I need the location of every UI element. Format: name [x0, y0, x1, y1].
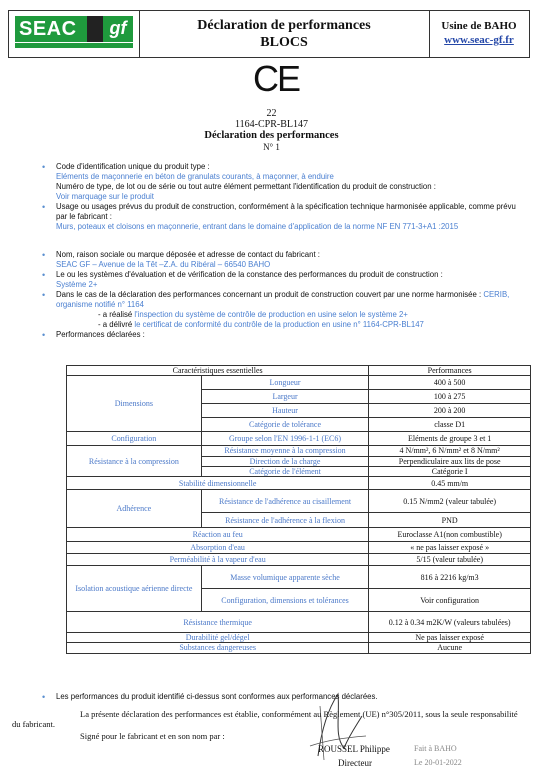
- table-row: Perméabilité à la vapeur d'eau 5/15 (valeur tabulée): [67, 554, 531, 566]
- plant-name: Usine de BAHO: [441, 20, 517, 32]
- table-row: Substances dangereuses Aucune: [67, 643, 531, 653]
- table-row: Résistance thermique 0.12 à 0.34 m2K/W (valeurs tabulées): [67, 612, 531, 633]
- title-line-2: BLOCS: [260, 35, 308, 50]
- table-row: Largeur 100 à 275: [67, 390, 531, 404]
- company-logo: [9, 11, 140, 57]
- signed-by-label: Signé pour le fabricant et en son nom par :: [80, 731, 225, 741]
- document-header: [8, 10, 530, 58]
- table-row: Configuration Groupe selon l'EN 1996-1-1 (EC6) Eléments de groupe 3 et 1: [67, 432, 531, 446]
- plant-info: [429, 11, 529, 57]
- table-row: Dimensions Longueur 400 à 500: [67, 376, 531, 390]
- table-header: [67, 366, 531, 376]
- list-item: • Nom, raison sociale ou marque déposée et adresse de contact du fabricant : SEAC GF – Avenue de la Têt –Z.A. du Ribéral – 66540 BAHO: [56, 250, 516, 270]
- list-item: • Code d'identification unique du produit type : Eléments de maçonnerie en béton de granulats courants, à maçonner, à enduire Numéro de type, de lot ou de série ou tout autre élément permettant l'identification du produit de construction : Voir marquage sur le produit: [56, 162, 516, 202]
- signatory-role: Directeur: [338, 758, 372, 768]
- table-row: Catégorie de tolérance classe D1: [67, 418, 531, 432]
- doc-title: Déclaration des performances: [204, 130, 339, 141]
- table-row: Réaction au feu Euroclasse A1(non combustible): [67, 528, 531, 542]
- table-row: Configuration, dimensions et tolérances Voir configuration: [67, 589, 531, 612]
- performance-table: [66, 365, 531, 654]
- table-row: Hauteur 200 à 200: [67, 404, 531, 418]
- declaration-items: [56, 162, 516, 340]
- table-row: Stabilité dimensionnelle 0.45 mm/m: [67, 477, 531, 490]
- list-item: • Dans le cas de la déclaration des performances concernant un produit de construction couvert par une norme harmonisée : CERIB, organisme notifié n° 1164 - a réalisé l'inspection du système de contrôle de production en usine selon le système 2+ - a délivré le certificat de conformité du contrôle de la production en usine n° 1164-CPR-BL147: [56, 290, 516, 330]
- table-row: Catégorie de l'élément Catégorie I: [67, 466, 531, 476]
- logo-block-icon: [87, 16, 103, 42]
- group-dimensions: Dimensions: [67, 376, 202, 432]
- conformity-statement: • Les performances du produit identifié ci-dessus sont conformes aux performances déclarées.: [56, 692, 526, 701]
- list-item: • Le ou les systèmes d'évaluation et de vérification de la constance des performances du produit de construction : Système 2+: [56, 270, 516, 290]
- header-characteristics: Caractéristiques essentielles: [67, 366, 369, 376]
- ce-code: 1164-CPR-BL147: [235, 119, 308, 130]
- table-row: Résistance à la compression Résistance moyenne à la compression 4 N/mm², 6 N/mm² et 8 N/mm²: [67, 446, 531, 456]
- table-row: Adhérence Résistance de l'adhérence au cisaillement 0.15 N/mm2 (valeur tabulée): [67, 490, 531, 513]
- date: Le 20-01-2022: [414, 758, 462, 767]
- website-link[interactable]: www.seac-gf.fr: [444, 34, 514, 46]
- logo-gf: gf: [103, 16, 133, 42]
- table-row: Isolation acoustique aérienne directe Masse volumique apparente sèche 816 à 2216 kg/m3: [67, 566, 531, 589]
- logo-tagline-bar: [15, 43, 133, 48]
- table-row: Résistance de l'adhérence à la flexion PND: [67, 513, 531, 528]
- signature-stamp-icon: [300, 686, 370, 766]
- list-item: • Usage ou usages prévus du produit de construction, conformément à la spécification technique harmonisée applicable, comme prévu par le fabricant : Murs, poteaux et cloisons en maçonnerie, entrant dans le domaine d'application de la norme NF EN 771-3+A1 :2015: [56, 202, 516, 250]
- doc-number: N° 1: [263, 142, 280, 152]
- table-row: Direction de la charge Perpendiculaire aux lits de pose: [67, 456, 531, 466]
- document-title: [139, 11, 430, 57]
- ce-year: 22: [266, 108, 277, 119]
- table-row: Absorption d'eau « ne pas laisser exposé »: [67, 542, 531, 554]
- logo-text: SEAC: [15, 16, 87, 42]
- title-line-1: Déclaration de performances: [197, 18, 371, 33]
- responsibility-statement: La présente déclaration des performances est établie, conformément au Règlement (UE) n°305/2011, sous la seule responsabilité du fabricant.: [12, 709, 518, 729]
- header-performances: Performances: [369, 366, 531, 376]
- signatory-name: ROUSSEL Philippe: [318, 744, 390, 754]
- list-item: • Performances déclarées :: [56, 330, 516, 340]
- place: Fait à BAHO: [414, 744, 457, 753]
- ce-mark-icon: CE: [253, 58, 300, 99]
- table-row: Durabilité gel/dégel Ne pas laisser exposé: [67, 633, 531, 643]
